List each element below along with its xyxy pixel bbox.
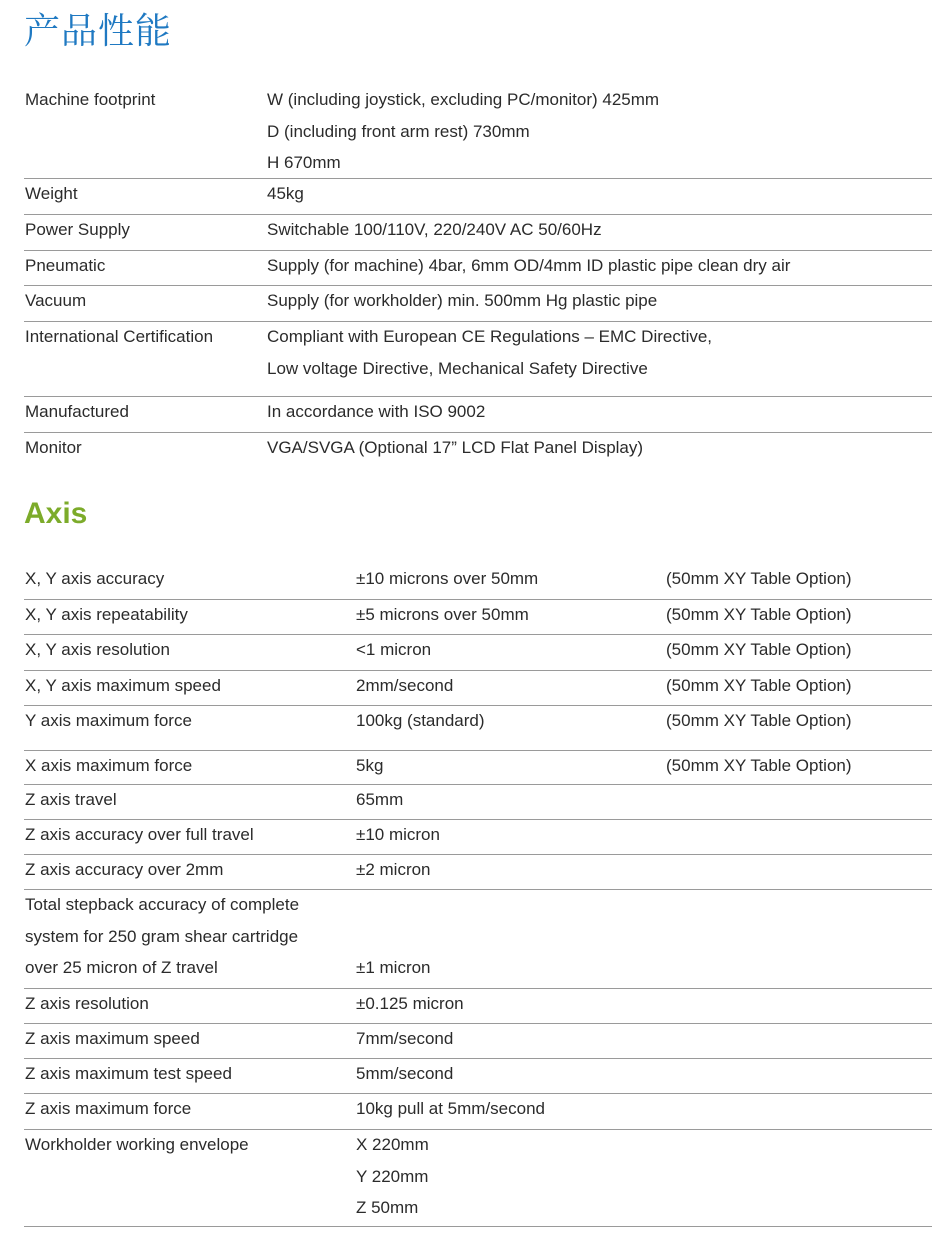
axis-label-cell [25, 819, 254, 851]
performance-label-text: Pneumatic [25, 256, 106, 275]
axis-value-cell [356, 563, 538, 595]
axis-value-cell [356, 1093, 545, 1125]
axis-value-cell [356, 1023, 453, 1055]
axis-value-text: Z 50mm [356, 1198, 419, 1217]
performance-value-text: H 670mm [267, 153, 341, 172]
axis-note-cell [666, 750, 852, 782]
performance-label-cell [25, 396, 129, 428]
axis-note-cell [666, 599, 852, 631]
axis-note-cell [666, 670, 852, 702]
performance-value-cell [267, 396, 485, 428]
axis-value-cell [356, 1058, 453, 1090]
performance-label-cell [25, 321, 213, 353]
axis-value-text: <1 micron [356, 640, 432, 659]
axis-row [24, 1093, 932, 1130]
performance-value-text: Supply (for machine) 4bar, 6mm OD/4mm ID plastic pipe clean dry air [267, 256, 791, 275]
performance-value-cell [267, 432, 643, 464]
axis-note-text: (50mm XY Table Option) [666, 605, 852, 624]
axis-label-text: Z axis maximum speed [25, 1029, 200, 1048]
axis-label-text: system for 250 gram shear cartridge [25, 926, 299, 946]
performance-value-text: 45kg [267, 184, 304, 203]
axis-row [24, 750, 932, 785]
performance-label-cell [25, 432, 82, 464]
performance-label-cell [25, 214, 130, 246]
performance-row [24, 84, 932, 179]
performance-label-text: Manufactured [25, 402, 129, 421]
axis-label-text: Z axis maximum test speed [25, 1064, 232, 1083]
axis-value-text: 2mm/second [356, 676, 454, 695]
performance-value-cell [267, 285, 657, 317]
axis-label-cell [25, 988, 149, 1020]
axis-label-cell [25, 1129, 249, 1161]
performance-label-cell [25, 285, 86, 317]
performance-label-text: Weight [25, 184, 78, 203]
axis-label-cell [25, 750, 192, 782]
performance-heading: 产品性能 [24, 11, 173, 52]
axis-label-text: X, Y axis repeatability [25, 605, 188, 624]
axis-label-text: X, Y axis resolution [25, 640, 170, 659]
axis-value-text [356, 889, 431, 921]
performance-value-cell [267, 178, 304, 210]
axis-value-text: 5kg [356, 756, 384, 775]
axis-label-cell [25, 670, 221, 702]
axis-label-cell [25, 1093, 191, 1125]
performance-label-text: Vacuum [25, 291, 87, 310]
axis-value-cell [356, 854, 431, 886]
axis-label-cell [25, 854, 223, 886]
axis-value-text: Y 220mm [356, 1166, 429, 1186]
performance-value-text: Low voltage Directive, Mechanical Safety Directive [267, 358, 648, 378]
axis-value-text: 7mm/second [356, 1029, 454, 1048]
axis-value-cell [356, 634, 431, 666]
axis-row [24, 705, 932, 751]
axis-label-text: X, Y axis maximum speed [25, 676, 221, 695]
axis-value-text: ±0.125 micron [356, 994, 464, 1013]
axis-value-cell [356, 1129, 429, 1224]
performance-row [24, 178, 932, 215]
performance-value-text: Switchable 100/110V, 220/240V AC 50/60Hz [267, 220, 602, 239]
axis-label-cell [25, 1058, 232, 1090]
axis-label-text: Total stepback accuracy of complete [25, 895, 300, 914]
performance-value-text: W (including joystick, excluding PC/monitor) 425mm [267, 90, 660, 109]
axis-value-text [356, 921, 431, 953]
axis-label-cell [25, 1023, 200, 1055]
axis-value-text: ±10 micron [356, 825, 440, 844]
performance-value-text: Supply (for workholder) min. 500mm Hg plastic pipe [267, 291, 658, 310]
axis-label-cell [25, 705, 192, 737]
performance-label-cell [25, 84, 155, 116]
axis-value-text: ±10 microns over 50mm [356, 569, 539, 588]
axis-label-text: Z axis resolution [25, 994, 149, 1013]
axis-row [24, 784, 932, 820]
axis-label-text: Z axis accuracy over 2mm [25, 860, 224, 879]
axis-label-text: Z axis accuracy over full travel [25, 825, 254, 844]
performance-value-cell [267, 250, 790, 282]
axis-value-cell [356, 819, 440, 851]
performance-label-cell [25, 178, 78, 210]
performance-label-cell [25, 250, 105, 282]
axis-note-text: (50mm XY Table Option) [666, 676, 852, 695]
axis-note-cell [666, 634, 852, 666]
axis-row [24, 988, 932, 1024]
performance-row [24, 250, 932, 286]
performance-row [24, 214, 932, 251]
axis-value-cell [356, 670, 453, 702]
axis-label-cell [25, 634, 170, 666]
performance-label-text: International Certification [25, 327, 214, 346]
axis-row [24, 819, 932, 855]
axis-note-text: (50mm XY Table Option) [666, 756, 852, 775]
axis-label-cell [25, 784, 117, 816]
axis-label-text: Z axis maximum force [25, 1099, 192, 1118]
axis-row [24, 889, 932, 989]
axis-label-text: Y axis maximum force [25, 711, 192, 730]
axis-value-cell [356, 988, 464, 1020]
performance-value-cell [267, 84, 659, 179]
axis-label-text: X axis maximum force [25, 756, 193, 775]
performance-value-text: In accordance with ISO 9002 [267, 402, 486, 421]
performance-value-text: Compliant with European CE Regulations – EMC Directive, [267, 327, 713, 346]
axis-note-cell [666, 563, 852, 595]
performance-row [24, 396, 932, 433]
axis-row [24, 670, 932, 706]
axis-value-text: X 220mm [356, 1135, 429, 1154]
axis-label-cell [25, 599, 188, 631]
axis-row [24, 1058, 932, 1094]
performance-value-text: D (including front arm rest) 730mm [267, 121, 530, 141]
axis-note-text: (50mm XY Table Option) [666, 640, 852, 659]
axis-value-cell [356, 784, 403, 816]
axis-label-text: Z axis travel [25, 790, 117, 809]
performance-value-cell [267, 321, 712, 384]
performance-label-text: Power Supply [25, 220, 130, 239]
axis-row [24, 599, 932, 635]
performance-label-text: Monitor [25, 438, 82, 457]
axis-value-text: ±2 micron [356, 860, 431, 879]
axis-label-text: X, Y axis accuracy [25, 569, 165, 588]
axis-row [24, 1129, 932, 1227]
axis-value-cell [356, 750, 383, 782]
axis-value-cell [356, 705, 485, 737]
axis-value-text: 10kg pull at 5mm/second [356, 1099, 545, 1118]
axis-row [24, 634, 932, 671]
axis-note-cell [666, 705, 852, 737]
axis-row [24, 854, 932, 890]
axis-label-text: Workholder working envelope [25, 1135, 249, 1154]
axis-label-text: over 25 micron of Z travel [25, 958, 218, 977]
axis-label-cell [25, 563, 164, 595]
performance-row [24, 432, 932, 468]
axis-value-cell [356, 599, 529, 631]
axis-value-text: 65mm [356, 790, 404, 809]
axis-value-text: ±5 microns over 50mm [356, 605, 529, 624]
performance-row [24, 285, 932, 322]
performance-label-text: Machine footprint [25, 90, 156, 109]
axis-value-text: 5mm/second [356, 1064, 454, 1083]
axis-value-text: ±1 micron [356, 958, 431, 977]
performance-value-text: VGA/SVGA (Optional 17” LCD Flat Panel Display) [267, 438, 644, 457]
axis-row [24, 563, 932, 600]
performance-value-cell [267, 214, 602, 246]
performance-row [24, 321, 932, 397]
axis-note-text: (50mm XY Table Option) [666, 569, 852, 588]
axis-value-cell [356, 889, 431, 984]
axis-value-text: 100kg (standard) [356, 711, 485, 730]
axis-label-cell [25, 889, 299, 984]
axis-heading: Axis [24, 497, 88, 530]
axis-row [24, 1023, 932, 1059]
axis-note-text: (50mm XY Table Option) [666, 711, 852, 730]
